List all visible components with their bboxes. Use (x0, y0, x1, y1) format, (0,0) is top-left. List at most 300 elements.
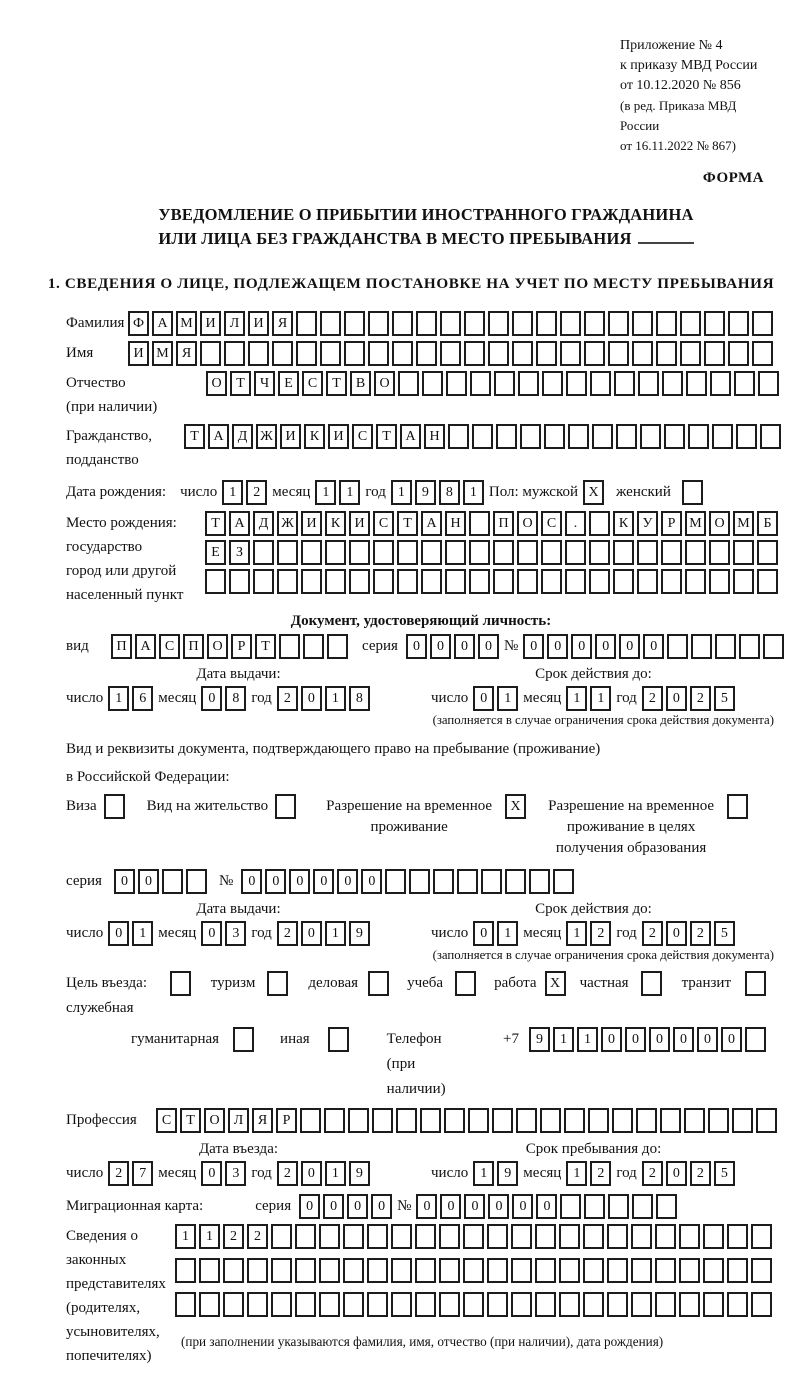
form-cell[interactable] (704, 311, 725, 336)
form-cell[interactable]: Т (376, 424, 397, 449)
form-cell[interactable] (505, 869, 526, 894)
form-cell[interactable]: А (400, 424, 421, 449)
form-cell[interactable]: 0 (440, 1194, 461, 1219)
form-cell[interactable] (295, 1292, 316, 1317)
form-cell[interactable] (421, 569, 442, 594)
form-cell[interactable]: А (421, 511, 442, 536)
purpose-commercial-checkbox[interactable] (368, 971, 389, 996)
form-cell[interactable]: 0 (666, 686, 687, 711)
form-cell[interactable]: 0 (473, 686, 494, 711)
form-cell[interactable] (727, 1224, 748, 1249)
form-cell[interactable]: Т (397, 511, 418, 536)
form-cell[interactable]: Я (252, 1108, 273, 1133)
purpose-business-checkbox[interactable] (170, 971, 191, 996)
form-cell[interactable] (608, 341, 629, 366)
form-cell[interactable]: 2 (642, 1161, 663, 1186)
form-cell[interactable] (679, 1258, 700, 1283)
form-cell[interactable] (367, 1258, 388, 1283)
form-cell[interactable]: 0 (721, 1027, 742, 1052)
form-cell[interactable]: 2 (590, 921, 611, 946)
form-cell[interactable]: 0 (523, 634, 544, 659)
form-cell[interactable]: 2 (277, 686, 298, 711)
form-cell[interactable] (656, 311, 677, 336)
form-cell[interactable] (568, 424, 589, 449)
male-checkbox[interactable] (583, 480, 604, 505)
form-cell[interactable] (328, 1027, 349, 1052)
form-cell[interactable] (727, 1258, 748, 1283)
form-cell[interactable] (470, 371, 491, 396)
temp-residence-checkbox[interactable] (505, 794, 526, 819)
form-cell[interactable] (589, 569, 610, 594)
form-cell[interactable] (300, 1108, 321, 1133)
form-cell[interactable]: И (248, 311, 269, 336)
form-cell[interactable] (703, 1258, 724, 1283)
form-cell[interactable]: 0 (347, 1194, 368, 1219)
form-cell[interactable] (680, 311, 701, 336)
form-cell[interactable]: И (200, 311, 221, 336)
form-cell[interactable] (319, 1224, 340, 1249)
form-cell[interactable] (704, 341, 725, 366)
form-cell[interactable] (367, 1292, 388, 1317)
form-cell[interactable]: 1 (325, 921, 346, 946)
form-cell[interactable]: Л (224, 311, 245, 336)
form-cell[interactable]: 1 (497, 921, 518, 946)
form-cell[interactable]: Ч (254, 371, 275, 396)
form-cell[interactable] (680, 341, 701, 366)
purpose-private-checkbox[interactable] (641, 971, 662, 996)
form-cell[interactable] (343, 1258, 364, 1283)
form-cell[interactable]: 1 (590, 686, 611, 711)
form-cell[interactable] (752, 311, 773, 336)
form-cell[interactable] (295, 1258, 316, 1283)
form-cell[interactable]: Ф (128, 311, 149, 336)
form-cell[interactable]: 0 (201, 1161, 222, 1186)
form-cell[interactable]: Е (205, 540, 226, 565)
entry-day-cells[interactable] (108, 1161, 153, 1186)
form-cell[interactable] (493, 540, 514, 565)
form-cell[interactable] (607, 1258, 628, 1283)
form-cell[interactable] (637, 540, 658, 565)
form-cell[interactable]: 0 (512, 1194, 533, 1219)
form-cell[interactable]: Т (255, 634, 276, 659)
form-cell[interactable]: 5 (714, 921, 735, 946)
form-cell[interactable] (715, 634, 736, 659)
issue-day-cells[interactable] (108, 686, 153, 711)
form-cell[interactable]: 2 (277, 1161, 298, 1186)
form-cell[interactable] (613, 569, 634, 594)
form-cell[interactable] (745, 1027, 766, 1052)
form-cell[interactable] (710, 371, 731, 396)
form-cell[interactable] (320, 341, 341, 366)
form-cell[interactable] (588, 1108, 609, 1133)
form-cell[interactable] (464, 341, 485, 366)
form-cell[interactable] (734, 371, 755, 396)
form-cell[interactable] (469, 540, 490, 565)
res-number-cells[interactable] (241, 869, 574, 894)
form-cell[interactable]: 7 (132, 1161, 153, 1186)
form-cell[interactable] (440, 341, 461, 366)
form-cell[interactable] (613, 540, 634, 565)
form-cell[interactable]: 0 (301, 686, 322, 711)
form-cell[interactable]: 1 (577, 1027, 598, 1052)
form-cell[interactable]: 0 (406, 634, 427, 659)
form-cell[interactable]: Т (180, 1108, 201, 1133)
form-cell[interactable]: 1 (566, 686, 587, 711)
form-cell[interactable]: С (352, 424, 373, 449)
form-cell[interactable] (607, 1292, 628, 1317)
form-cell[interactable]: 1 (132, 921, 153, 946)
form-cell[interactable] (368, 311, 389, 336)
form-cell[interactable]: 0 (323, 1194, 344, 1219)
form-cell[interactable] (736, 424, 757, 449)
representatives-cells-1[interactable] (175, 1224, 772, 1249)
res-issue-day-cells[interactable] (108, 921, 153, 946)
form-cell[interactable] (296, 311, 317, 336)
form-cell[interactable] (440, 311, 461, 336)
form-cell[interactable] (253, 540, 274, 565)
form-cell[interactable]: М (685, 511, 706, 536)
form-cell[interactable] (732, 1108, 753, 1133)
form-cell[interactable]: 5 (714, 686, 735, 711)
form-cell[interactable] (409, 869, 430, 894)
doc-number-cells[interactable] (523, 634, 784, 659)
form-cell[interactable]: 8 (225, 686, 246, 711)
form-cell[interactable]: 0 (289, 869, 310, 894)
purpose-other-checkbox[interactable] (328, 1027, 349, 1052)
form-cell[interactable] (343, 1224, 364, 1249)
form-cell[interactable] (703, 1224, 724, 1249)
form-cell[interactable]: К (325, 511, 346, 536)
form-cell[interactable]: О (517, 511, 538, 536)
form-cell[interactable] (632, 1194, 653, 1219)
form-cell[interactable]: X (545, 971, 566, 996)
form-cell[interactable]: Н (424, 424, 445, 449)
form-cell[interactable] (487, 1224, 508, 1249)
form-cell[interactable]: У (637, 511, 658, 536)
form-cell[interactable]: 1 (391, 480, 412, 505)
form-cell[interactable]: 8 (439, 480, 460, 505)
form-cell[interactable] (267, 971, 288, 996)
form-cell[interactable] (679, 1292, 700, 1317)
form-cell[interactable] (758, 371, 779, 396)
form-cell[interactable]: 1 (325, 686, 346, 711)
form-cell[interactable] (517, 540, 538, 565)
form-cell[interactable] (590, 371, 611, 396)
form-cell[interactable] (469, 511, 490, 536)
form-cell[interactable]: 2 (108, 1161, 129, 1186)
form-cell[interactable] (584, 311, 605, 336)
form-cell[interactable] (464, 311, 485, 336)
form-cell[interactable] (631, 1292, 652, 1317)
form-cell[interactable]: 1 (108, 686, 129, 711)
firstname-cells[interactable] (128, 341, 773, 366)
form-cell[interactable]: С (373, 511, 394, 536)
form-cell[interactable] (511, 1258, 532, 1283)
form-cell[interactable] (271, 1258, 292, 1283)
form-cell[interactable] (488, 311, 509, 336)
form-cell[interactable] (162, 869, 183, 894)
form-cell[interactable] (463, 1258, 484, 1283)
form-cell[interactable] (559, 1292, 580, 1317)
purpose-transit-checkbox[interactable] (745, 971, 766, 996)
form-cell[interactable] (733, 569, 754, 594)
form-cell[interactable] (638, 371, 659, 396)
form-cell[interactable] (247, 1292, 268, 1317)
form-cell[interactable]: Т (205, 511, 226, 536)
temp-residence-education-checkbox[interactable] (727, 794, 748, 819)
form-cell[interactable] (544, 424, 565, 449)
form-cell[interactable]: 1 (566, 921, 587, 946)
form-cell[interactable] (445, 569, 466, 594)
form-cell[interactable] (487, 1292, 508, 1317)
form-cell[interactable] (200, 341, 221, 366)
form-cell[interactable] (664, 424, 685, 449)
form-cell[interactable] (493, 569, 514, 594)
form-cell[interactable] (640, 424, 661, 449)
form-cell[interactable] (199, 1258, 220, 1283)
form-cell[interactable] (349, 540, 370, 565)
form-cell[interactable] (344, 311, 365, 336)
form-cell[interactable]: 1 (199, 1224, 220, 1249)
form-cell[interactable]: 0 (619, 634, 640, 659)
form-cell[interactable] (233, 1027, 254, 1052)
form-cell[interactable] (492, 1108, 513, 1133)
form-cell[interactable] (368, 971, 389, 996)
res-issue-month-cells[interactable] (201, 921, 246, 946)
form-cell[interactable]: 1 (175, 1224, 196, 1249)
form-cell[interactable] (662, 371, 683, 396)
form-cell[interactable] (487, 1258, 508, 1283)
form-cell[interactable] (751, 1224, 772, 1249)
form-cell[interactable] (248, 341, 269, 366)
form-cell[interactable] (420, 1108, 441, 1133)
form-cell[interactable] (667, 634, 688, 659)
form-cell[interactable]: А (135, 634, 156, 659)
form-cell[interactable] (488, 341, 509, 366)
form-cell[interactable]: 0 (666, 1161, 687, 1186)
form-cell[interactable] (433, 869, 454, 894)
form-cell[interactable] (277, 569, 298, 594)
res-issue-year-cells[interactable] (277, 921, 370, 946)
form-cell[interactable]: К (613, 511, 634, 536)
form-cell[interactable]: 0 (649, 1027, 670, 1052)
form-cell[interactable]: 0 (697, 1027, 718, 1052)
form-cell[interactable] (583, 1258, 604, 1283)
form-cell[interactable] (392, 311, 413, 336)
representatives-cells-3[interactable] (175, 1292, 772, 1317)
form-cell[interactable] (223, 1292, 244, 1317)
form-cell[interactable]: 0 (301, 921, 322, 946)
phone-cells[interactable] (529, 1027, 766, 1052)
form-cell[interactable] (520, 424, 541, 449)
visa-checkbox[interactable] (104, 794, 125, 819)
form-cell[interactable]: 0 (673, 1027, 694, 1052)
form-cell[interactable] (529, 869, 550, 894)
form-cell[interactable]: 0 (299, 1194, 320, 1219)
form-cell[interactable]: 2 (223, 1224, 244, 1249)
form-cell[interactable]: Н (445, 511, 466, 536)
form-cell[interactable]: 2 (690, 921, 711, 946)
form-cell[interactable] (682, 480, 703, 505)
form-cell[interactable]: 0 (108, 921, 129, 946)
form-cell[interactable] (756, 1108, 777, 1133)
form-cell[interactable] (535, 1292, 556, 1317)
form-cell[interactable] (277, 540, 298, 565)
form-cell[interactable] (415, 1224, 436, 1249)
form-cell[interactable] (708, 1108, 729, 1133)
form-cell[interactable]: 0 (643, 634, 664, 659)
form-cell[interactable] (439, 1258, 460, 1283)
form-cell[interactable] (763, 634, 784, 659)
form-cell[interactable] (655, 1258, 676, 1283)
form-cell[interactable] (540, 1108, 561, 1133)
form-cell[interactable] (560, 1194, 581, 1219)
form-cell[interactable] (703, 1292, 724, 1317)
form-cell[interactable] (205, 569, 226, 594)
birthplace-cells-1[interactable] (205, 511, 778, 536)
form-cell[interactable] (592, 424, 613, 449)
form-cell[interactable]: К (304, 424, 325, 449)
form-cell[interactable]: 0 (265, 869, 286, 894)
form-cell[interactable] (583, 1292, 604, 1317)
form-cell[interactable]: 8 (349, 686, 370, 711)
form-cell[interactable]: 2 (246, 480, 267, 505)
issue-month-cells[interactable] (201, 686, 246, 711)
form-cell[interactable]: 0 (571, 634, 592, 659)
form-cell[interactable] (560, 311, 581, 336)
form-cell[interactable] (496, 424, 517, 449)
form-cell[interactable]: И (349, 511, 370, 536)
form-cell[interactable] (631, 1258, 652, 1283)
form-cell[interactable] (685, 569, 706, 594)
form-cell[interactable]: Р (231, 634, 252, 659)
form-cell[interactable]: А (208, 424, 229, 449)
form-cell[interactable] (396, 1108, 417, 1133)
form-cell[interactable]: Я (176, 341, 197, 366)
form-cell[interactable] (319, 1292, 340, 1317)
form-cell[interactable] (469, 569, 490, 594)
form-cell[interactable]: 5 (714, 1161, 735, 1186)
form-cell[interactable]: Е (278, 371, 299, 396)
form-cell[interactable] (457, 869, 478, 894)
form-cell[interactable] (752, 341, 773, 366)
form-cell[interactable] (349, 569, 370, 594)
form-cell[interactable]: 1 (497, 686, 518, 711)
form-cell[interactable] (542, 371, 563, 396)
form-cell[interactable] (516, 1108, 537, 1133)
form-cell[interactable] (343, 1292, 364, 1317)
form-cell[interactable]: Д (232, 424, 253, 449)
form-cell[interactable] (612, 1108, 633, 1133)
form-cell[interactable] (229, 569, 250, 594)
surname-cells[interactable] (128, 311, 773, 336)
form-cell[interactable] (566, 371, 587, 396)
form-cell[interactable]: О (206, 371, 227, 396)
form-cell[interactable]: 2 (247, 1224, 268, 1249)
form-cell[interactable] (661, 540, 682, 565)
form-cell[interactable]: Ж (277, 511, 298, 536)
form-cell[interactable]: 0 (337, 869, 358, 894)
form-cell[interactable] (727, 794, 748, 819)
form-cell[interactable] (565, 540, 586, 565)
form-cell[interactable] (541, 540, 562, 565)
form-cell[interactable] (415, 1292, 436, 1317)
form-cell[interactable]: Т (184, 424, 205, 449)
form-cell[interactable]: Д (253, 511, 274, 536)
form-cell[interactable] (727, 1292, 748, 1317)
form-cell[interactable]: 0 (473, 921, 494, 946)
form-cell[interactable]: С (156, 1108, 177, 1133)
form-cell[interactable] (271, 1292, 292, 1317)
form-cell[interactable]: 0 (666, 921, 687, 946)
form-cell[interactable]: Я (272, 311, 293, 336)
form-cell[interactable]: П (183, 634, 204, 659)
form-cell[interactable] (367, 1224, 388, 1249)
form-cell[interactable] (468, 1108, 489, 1133)
form-cell[interactable]: 3 (225, 921, 246, 946)
form-cell[interactable] (416, 341, 437, 366)
form-cell[interactable] (686, 371, 707, 396)
form-cell[interactable] (757, 569, 778, 594)
form-cell[interactable] (439, 1292, 460, 1317)
form-cell[interactable]: О (709, 511, 730, 536)
form-cell[interactable] (641, 971, 662, 996)
form-cell[interactable] (397, 540, 418, 565)
form-cell[interactable] (279, 634, 300, 659)
form-cell[interactable] (709, 540, 730, 565)
res-series-cells[interactable] (114, 869, 207, 894)
form-cell[interactable] (512, 341, 533, 366)
form-cell[interactable] (564, 1108, 585, 1133)
form-cell[interactable]: 0 (488, 1194, 509, 1219)
form-cell[interactable]: 1 (473, 1161, 494, 1186)
stay-day-cells[interactable] (473, 1161, 518, 1186)
form-cell[interactable]: П (493, 511, 514, 536)
representatives-cells-2[interactable] (175, 1258, 772, 1283)
form-cell[interactable] (757, 540, 778, 565)
form-cell[interactable] (632, 341, 653, 366)
form-cell[interactable] (536, 341, 557, 366)
form-cell[interactable] (589, 511, 610, 536)
form-cell[interactable] (398, 371, 419, 396)
doc-series-cells[interactable] (406, 634, 499, 659)
form-cell[interactable]: . (565, 511, 586, 536)
form-cell[interactable] (224, 341, 245, 366)
form-cell[interactable] (636, 1108, 657, 1133)
form-cell[interactable]: 2 (590, 1161, 611, 1186)
form-cell[interactable] (170, 971, 191, 996)
form-cell[interactable] (422, 371, 443, 396)
form-cell[interactable]: 0 (601, 1027, 622, 1052)
form-cell[interactable]: О (374, 371, 395, 396)
form-cell[interactable] (535, 1224, 556, 1249)
form-cell[interactable] (656, 1194, 677, 1219)
form-cell[interactable]: 0 (301, 1161, 322, 1186)
form-cell[interactable]: 6 (132, 686, 153, 711)
form-cell[interactable] (583, 1224, 604, 1249)
form-cell[interactable] (320, 311, 341, 336)
form-cell[interactable] (616, 424, 637, 449)
birthplace-cells-2[interactable] (205, 540, 778, 565)
form-cell[interactable] (368, 341, 389, 366)
form-cell[interactable] (512, 311, 533, 336)
entry-year-cells[interactable] (277, 1161, 370, 1186)
form-cell[interactable] (175, 1292, 196, 1317)
expiry-day-cells[interactable] (473, 686, 518, 711)
form-cell[interactable]: Л (228, 1108, 249, 1133)
form-cell[interactable] (421, 540, 442, 565)
form-cell[interactable] (728, 311, 749, 336)
